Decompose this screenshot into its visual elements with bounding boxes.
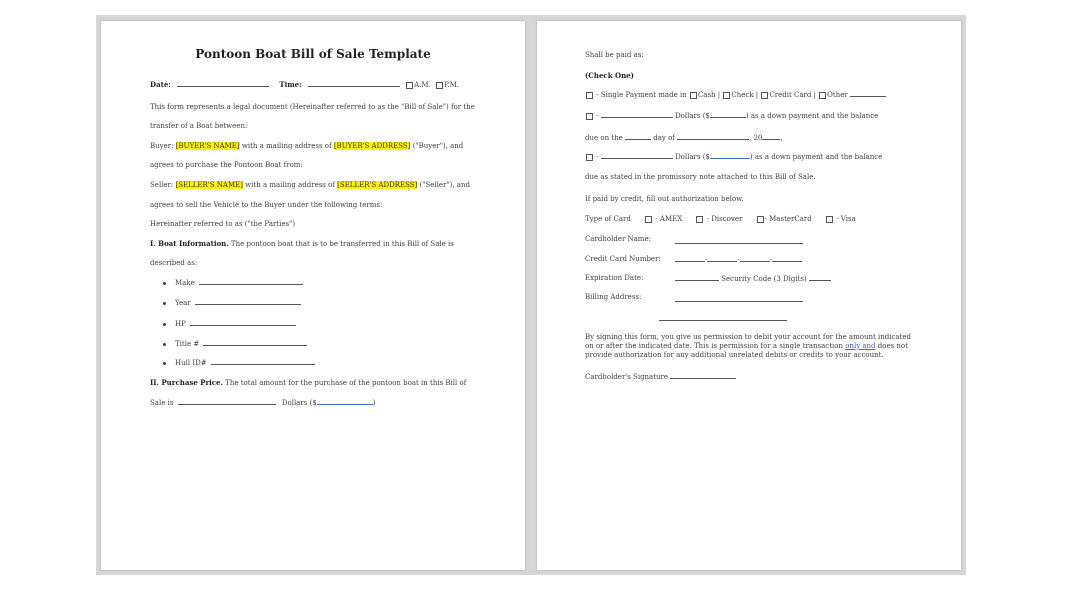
seller-name-placeholder[interactable]: [SELLER'S NAME] (175, 181, 243, 189)
authorization-line-2 (585, 342, 908, 351)
intro-line-2: transfer of a Boat between: (150, 122, 248, 130)
seller-suffix: ("Seller"), and (417, 181, 470, 189)
security-code-label: Security Code (3 Digits) (721, 275, 807, 283)
auth-text-a: on or after the indicated date. This is permission for a single transaction (585, 342, 846, 350)
due-on-the-label: due on the (585, 134, 623, 142)
down-payment-dollars-label-1: Dollars ($ (675, 112, 710, 120)
down-payment-dollars-label-2: Dollars ($ (675, 153, 710, 161)
section-1-text: The pontoon boat that is to be transferred in this Bill of Sale is (228, 240, 454, 248)
other-field[interactable] (850, 90, 886, 97)
cc-number-part-4[interactable] (772, 255, 802, 262)
signature-field[interactable] (670, 372, 736, 379)
document-viewer (96, 15, 966, 575)
day-of-label: day of (653, 134, 675, 142)
parties-line: Hereinafter referred to as ("the Parties") (150, 220, 296, 228)
due-date-row: due on the day of , 20 . (585, 134, 783, 142)
down-payment-amount-field-2[interactable] (710, 152, 750, 159)
visa-checkbox[interactable] (826, 216, 833, 223)
cash-checkbox[interactable] (690, 92, 697, 99)
document-title: Pontoon Boat Bill of Sale Template (195, 47, 431, 61)
check-checkbox[interactable] (723, 92, 730, 99)
discover-checkbox[interactable] (696, 216, 703, 223)
close-paren: ) (372, 399, 376, 407)
billing-address-field[interactable] (675, 295, 803, 302)
check-one-label: (Check One) (585, 71, 634, 80)
bullet-icon (163, 282, 166, 285)
cc-number-label: Credit Card Number: (585, 255, 661, 263)
bullet-icon (163, 302, 166, 305)
page-1 (101, 21, 525, 570)
expiration-label: Expiration Date: (585, 274, 644, 282)
seller-prefix: Seller: (150, 181, 176, 189)
check-label: Check (731, 91, 754, 99)
mastercard-label: - MasterCard (764, 215, 812, 223)
credit-card-checkbox[interactable] (761, 92, 768, 99)
security-code-field[interactable] (809, 274, 831, 281)
cardholder-name-label: Cardholder Name: (585, 235, 651, 243)
bullet-item-title (163, 339, 307, 349)
auth-text-c: does not (875, 342, 908, 350)
pm-checkbox[interactable] (436, 82, 443, 89)
page-2 (537, 21, 961, 570)
billing-label: Billing Address: (585, 293, 642, 301)
other-checkbox[interactable] (819, 92, 826, 99)
down-payment-checkbox-1[interactable] (586, 113, 593, 120)
down-payment-text-2: ) as a down payment and the balance (749, 153, 883, 161)
down-payment-text-1: ) as a down payment and the balance (745, 112, 879, 120)
seller-line-2: agrees to sell the Vehicle to the Buyer under the following terms: (150, 201, 383, 209)
buyer-mid: with a mailing address of (239, 142, 334, 150)
paid-as-line: Shall be paid as: (585, 51, 644, 59)
signature-row (585, 372, 736, 382)
amex-label: - AMEX (653, 215, 683, 223)
buyer-line-2: agrees to purchase the Pontoon Boat from: (150, 161, 303, 169)
down-payment-row-1: - Dollars ($ ) as a down payment and the balance (585, 111, 878, 121)
section-1 (150, 239, 454, 249)
other-label: Other (827, 91, 848, 99)
down-payment-words-field-1[interactable] (601, 111, 673, 118)
down-payment-checkbox-2[interactable] (586, 154, 593, 161)
sale-price-line (150, 398, 375, 408)
visa-label: - Visa (833, 215, 856, 223)
bullet-icon (163, 362, 166, 365)
due-year-field[interactable] (762, 133, 780, 140)
intro-line-1: This form represents a legal document (Hereinafter referred to as the "Bill of Sale") for the (150, 103, 475, 111)
authorization-line-3: provide authorization for any additional unrelated debits or credits to your account. (585, 351, 884, 359)
title-number-label: Title # (175, 340, 200, 348)
year-prefix: , 20 (749, 134, 763, 142)
mastercard-checkbox[interactable] (757, 216, 764, 223)
time-field[interactable] (308, 80, 400, 87)
sale-price-words-field[interactable] (178, 398, 276, 405)
buyer-line (150, 142, 463, 151)
cc-number-field[interactable]: - - - (675, 255, 802, 265)
amex-checkbox[interactable] (645, 216, 652, 223)
dollars-label: Dollars ($ (281, 399, 317, 407)
am-checkbox[interactable] (406, 82, 413, 89)
section-2-text: The total amount for the purchase of the pontoon boat in this Bill of (222, 379, 467, 387)
seller-address-placeholder[interactable]: [SELLER'S ADDRESS] (337, 181, 418, 189)
pm-label: P.M. (444, 81, 459, 89)
date-field[interactable] (177, 80, 269, 87)
cc-number-part-3[interactable] (740, 255, 770, 262)
seller-mid: with a mailing address of (242, 181, 338, 189)
signature-label: Cardholder's Signature (585, 373, 669, 381)
single-payment-checkbox[interactable] (586, 92, 593, 99)
discover-label: - Discover (704, 215, 743, 223)
bullet-item-year (163, 298, 301, 308)
title-number-field[interactable] (203, 339, 307, 346)
buyer-address-placeholder[interactable]: [BUYER'S ADDRESS] (333, 142, 411, 150)
make-field[interactable] (199, 278, 303, 285)
section-1-line-2: described as: (150, 259, 198, 267)
sale-price-amount-field[interactable] (317, 398, 373, 405)
sale-is-label: Sale is (150, 399, 174, 407)
single-payment-row: - Single Payment made in Cash | Check | Credit Card | Other (585, 90, 886, 100)
year-field[interactable] (195, 298, 301, 305)
year-label: Year (175, 299, 191, 307)
bullet-icon (163, 343, 166, 346)
card-type-row (585, 215, 856, 224)
cc-number-part-2[interactable] (707, 255, 737, 262)
type-of-card-label: Type of Card (585, 215, 631, 223)
cash-label: Cash (697, 91, 716, 99)
hull-id-field[interactable] (211, 358, 315, 365)
time-label: Time: (279, 80, 302, 89)
bullet-item-make (163, 278, 303, 288)
auth-text-b: only and (845, 342, 876, 350)
seller-line (150, 181, 470, 190)
section-2 (150, 378, 466, 388)
single-payment-label: - Single Payment made in (594, 91, 689, 99)
if-credit-line: If paid by credit, fill out authorization below. (585, 195, 744, 203)
expiration-field[interactable] (675, 274, 719, 281)
billing-address-field-2[interactable] (659, 314, 787, 321)
am-label: A.M. (414, 81, 431, 89)
buyer-name-placeholder[interactable]: [BUYER'S NAME] (175, 142, 240, 150)
due-day-field[interactable] (625, 133, 651, 140)
section-2-heading: II. Purchase Price. (150, 378, 223, 387)
make-label: Make (175, 279, 195, 287)
hp-label: HP (175, 320, 186, 328)
hull-id-label: Hull ID# (175, 359, 207, 367)
expiration-security-row (675, 274, 831, 284)
bullet-item-hull-id (163, 358, 315, 368)
cardholder-name-field[interactable] (675, 237, 803, 244)
date-label: Date: (150, 80, 171, 89)
hp-field[interactable] (190, 319, 296, 326)
buyer-suffix: ("Buyer"), and (410, 142, 464, 150)
down-payment-words-field-2[interactable] (601, 152, 673, 159)
date-time-row (150, 80, 459, 90)
down-payment-amount-field-1[interactable] (710, 111, 746, 118)
promissory-line: due as stated in the promissory note attached to this Bill of Sale. (585, 173, 816, 181)
section-1-heading: I. Boat Information. (150, 239, 229, 248)
authorization-line-1: By signing this form, you give us permission to debit your account for the amount indicated (585, 333, 912, 341)
credit-card-label: Credit Card (769, 91, 812, 99)
due-month-field[interactable] (677, 133, 749, 140)
bullet-icon (163, 323, 166, 326)
buyer-prefix: Buyer: (150, 142, 176, 150)
down-payment-row-2: - Dollars ($ ) as a down payment and the balance (585, 152, 882, 162)
bullet-item-hp (163, 319, 296, 329)
cc-number-part-1[interactable] (675, 255, 705, 262)
